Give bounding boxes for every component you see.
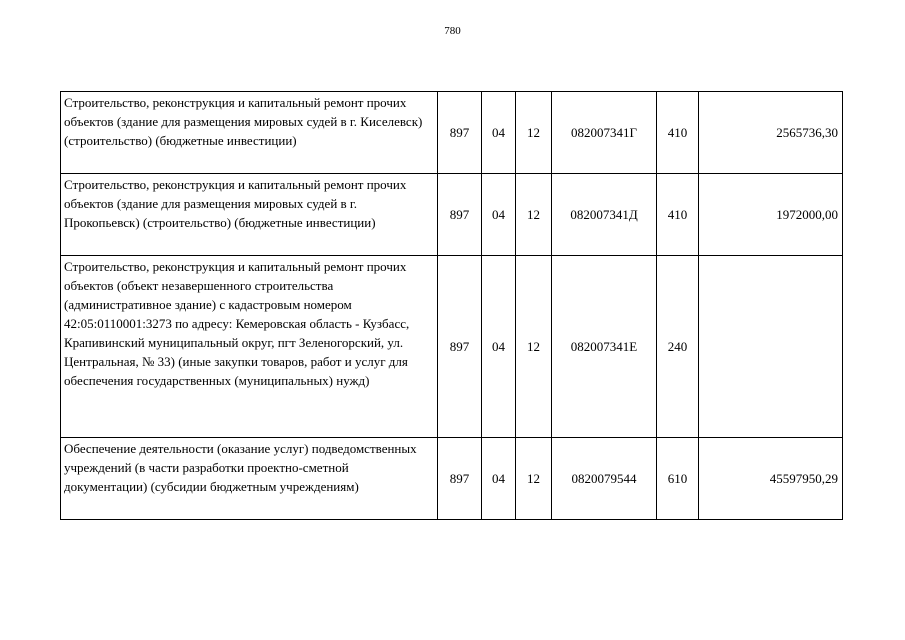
grbs-code: 897 — [438, 256, 482, 438]
section-code: 04 — [482, 174, 516, 256]
expense-type-code: 410 — [657, 92, 699, 174]
budget-table — [60, 91, 843, 520]
expense-type-code: 610 — [657, 438, 699, 520]
expense-description: Обеспечение деятельности (оказание услуг) подведомственных учреждений (в части разработки проектно-сметной документации) (субсидии бюджетным учреждениям) — [61, 438, 438, 520]
amount: 1972000,00 — [699, 174, 843, 256]
amount: 2565736,30 — [699, 92, 843, 174]
subsection-code: 12 — [516, 92, 552, 174]
expense-description: Строительство, реконструкция и капитальный ремонт прочих объектов (здание для размещения мировых судей в г. Киселевск) (строительство) (бюджетные инвестиции) — [61, 92, 438, 174]
expense-type-code: 240 — [657, 256, 699, 438]
table-row — [61, 438, 843, 520]
section-code: 04 — [482, 256, 516, 438]
page-number: 780 — [444, 25, 461, 37]
expense-description: Строительство, реконструкция и капитальный ремонт прочих объектов (объект незавершенного строительства (административное здание) с кадастровым номером 42:05:0110001:3273 по адресу: Кемеровская область - Кузбасс, Крапивинский муниципальный округ, пгт Зеленогорский, ул. Центральная, № 33) (иные закупки товаров, работ и услуг для обеспечения государственных (муниципальных) нужд) — [61, 256, 438, 438]
subsection-code: 12 — [516, 174, 552, 256]
amount — [699, 256, 843, 438]
subsection-code: 12 — [516, 438, 552, 520]
expense-description: Строительство, реконструкция и капитальный ремонт прочих объектов (здание для размещения мировых судей в г. Прокопьевск) (строительство) (бюджетные инвестиции) — [61, 174, 438, 256]
table-row — [61, 92, 843, 174]
table-row — [61, 256, 843, 438]
section-code: 04 — [482, 92, 516, 174]
expense-type-code: 410 — [657, 174, 699, 256]
target-article-code: 082007341Д — [552, 174, 657, 256]
amount: 45597950,29 — [699, 438, 843, 520]
grbs-code: 897 — [438, 174, 482, 256]
table-row — [61, 174, 843, 256]
target-article-code: 0820079544 — [552, 438, 657, 520]
target-article-code: 082007341Г — [552, 92, 657, 174]
target-article-code: 082007341Е — [552, 256, 657, 438]
subsection-code: 12 — [516, 256, 552, 438]
grbs-code: 897 — [438, 92, 482, 174]
grbs-code: 897 — [438, 438, 482, 520]
section-code: 04 — [482, 438, 516, 520]
